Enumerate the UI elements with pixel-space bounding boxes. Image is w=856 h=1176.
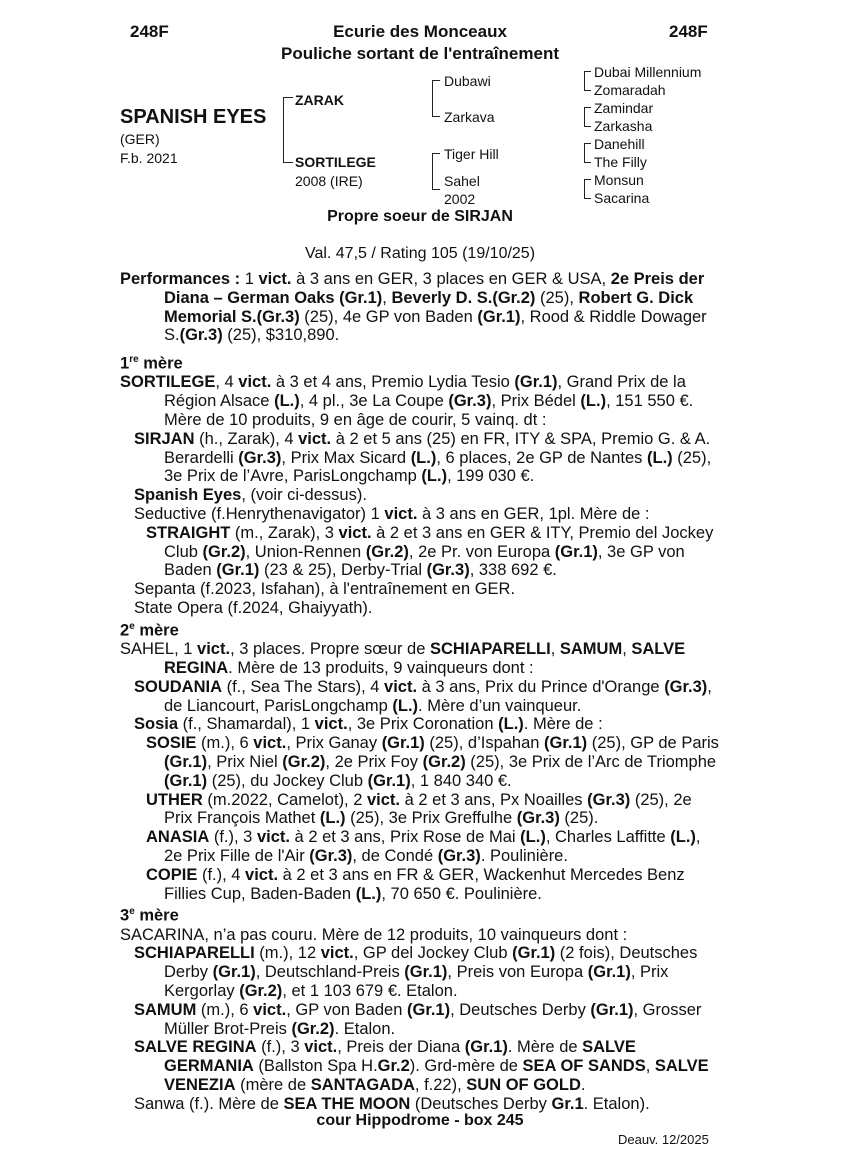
grandsire-1: Dubawi bbox=[444, 73, 491, 89]
first-dam-heading: 1re mère bbox=[120, 354, 183, 373]
great-grandparent-8: Sacarina bbox=[594, 190, 650, 206]
great-grandparent-5: Danehill bbox=[594, 136, 645, 152]
produce-seductive: Seductive (f.Henrythenavigator) 1 vict. à 3 ans en GER, 1pl. Mère de : bbox=[134, 505, 650, 524]
third-dam-heading: 3e mère bbox=[120, 906, 179, 925]
dam-name: SORTILEGE bbox=[295, 154, 376, 170]
great-grandparent-2: Zomaradah bbox=[594, 82, 666, 98]
great-grandparent-3: Zamindar bbox=[594, 100, 654, 116]
lot-number-left: 248F bbox=[130, 22, 169, 41]
box-location: cour Hippodrome - box 245 bbox=[316, 1112, 524, 1129]
produce-soudania: SOUDANIA (f., Sea The Stars), 4 vict. à 3 ans, Prix du Prince d'Orange (Gr.3), de Liancourt, ParisLongchamp (L.). Mère d’un vainqueur. bbox=[134, 677, 712, 715]
produce-sosie: SOSIE (m.), 6 vict., Prix Ganay (Gr.1) (25), d’Ispahan (Gr.1) (25), GP de Paris (Gr.1), Prix Niel (Gr.2), 2e Prix Foy (Gr.2) (25), 3e Prix de l’Arc de Triomphe (Gr.1) (25), du Jockey Club (Gr.1), 1 840 340 €. bbox=[146, 734, 719, 790]
great-grandparent-7: Monsun bbox=[594, 172, 644, 188]
first-dam: SORTILEGE, 4 vict. à 3 et 4 ans, Premio Lydia Tesio (Gr.1), Grand Prix de la Région Alsace (L.), 4 pl., 3e La Coupe (Gr.3), Prix Bédel (L.), 151 550 €. Mère de 10 produits, 9 en âge de courir, 5 vainq. dt : bbox=[120, 373, 694, 430]
subtitle: Pouliche sortant de l'entraînement bbox=[281, 44, 559, 63]
catalogue-body bbox=[120, 270, 722, 1114]
produce-state-opera: State Opera (f.2024, Ghaiyyath). bbox=[134, 599, 373, 618]
rating-line: Val. 47,5 / Rating 105 (19/10/25) bbox=[304, 245, 536, 262]
produce-uther: UTHER (m.2022, Camelot), 2 vict. à 2 et 3 ans, Px Noailles (Gr.3) (25), 2e Prix François Mathet (L.) (25), 3e Prix Greffulhe (Gr.3) (25). bbox=[146, 790, 692, 828]
produce-anasia: ANASIA (f.), 3 vict. à 2 et 3 ans, Prix Rose de Mai (L.), Charles Laffitte (L.), 2e Prix Fille de l'Air (Gr.3), de Condé (Gr.3). Poulinière. bbox=[146, 828, 701, 865]
great-grandparent-4: Zarkasha bbox=[594, 118, 653, 134]
great-grandparent-6: The Filly bbox=[594, 154, 647, 170]
produce-salve-regina: SALVE REGINA (f.), 3 vict., Preis der Diana (Gr.1). Mère de SALVE GERMANIA (Ballston Spa H.Gr.2). Grd-mère de SEA OF SANDS, SALVE VENEZIA (mère de SANTAGADA, f.22), SUN OF GOLD. bbox=[134, 1038, 709, 1094]
owner-name: Ecurie des Monceaux bbox=[333, 22, 507, 41]
produce-sepanta: Sepanta (f.2023, Isfahan), à l'entraînement en GER. bbox=[134, 580, 516, 599]
produce-sirjan: SIRJAN (h., Zarak), 4 vict. à 2 et 5 ans (25) en FR, ITY & SPA, Premio G. & A. Berardelli (Gr.3), Prix Max Sicard (L.), 6 places, 2e GP de Nantes (L.) (25), 3e Prix de l’Avre, ParisLongchamp (L.), 199 030 €. bbox=[134, 429, 712, 486]
second-dam: SAHEL, 1 vict., 3 places. Propre sœur de SCHIAPARELLI, SAMUM, SALVE REGINA. Mère de 13 produits, 9 vainqueurs dont : bbox=[120, 640, 686, 677]
horse-description: F.b. 2021 bbox=[120, 150, 178, 166]
produce-sosia: Sosia (f., Shamardal), 1 vict., 3e Prix Coronation (L.). Mère de : bbox=[134, 715, 603, 734]
sale-reference: Deauv. 12/2025 bbox=[618, 1132, 709, 1147]
produce-straight: STRAIGHT (m., Zarak), 3 vict. à 2 et 3 ans en GER & ITY, Premio del Jockey Club (Gr.2), Union-Rennen (Gr.2), 2e Pr. von Europa (Gr.1), 3e GP von Baden (Gr.1) (23 & 25), Derby-Trial (Gr.3), 338 692 €. bbox=[146, 523, 714, 580]
lot-number-right: 248F bbox=[669, 22, 708, 41]
produce-samum: SAMUM (m.), 6 vict., GP von Baden (Gr.1), Deutsches Derby (Gr.1), Grosser Müller Brot-Preis (Gr.2). Etalon. bbox=[134, 1000, 702, 1038]
sister-line: Propre soeur de SIRJAN bbox=[327, 208, 513, 225]
produce-sanwa: Sanwa (f.). Mère de SEA THE MOON (Deutsches Derby Gr.1. Etalon). bbox=[134, 1094, 650, 1113]
granddam-1: Zarkava bbox=[444, 109, 495, 125]
performances: Performances : 1 vict. à 3 ans en GER, 3 places en GER & USA, 2e Preis der Diana – German Oaks (Gr.1), Beverly D. S.(Gr.2) (25), Robert G. Dick Memorial S.(Gr.3) (25), 4e GP von Baden (Gr.1), Rood & Riddle Dowager S.(Gr.3) (25), $310,890. bbox=[120, 270, 707, 345]
horse-country: (GER) bbox=[120, 131, 160, 147]
great-grandparent-1: Dubai Millennium bbox=[594, 64, 702, 80]
sire-name: ZARAK bbox=[295, 92, 344, 108]
produce-spanish-eyes: Spanish Eyes, (voir ci-dessus). bbox=[134, 486, 367, 505]
produce-schiaparelli: SCHIAPARELLI (m.), 12 vict., GP del Jockey Club (Gr.1) (2 fois), Deutsches Derby (Gr.1), Deutschland-Preis (Gr.1), Preis von Europa (Gr.1), Prix Kergorlay (Gr.2), et 1 103 679 €. Etalon. bbox=[134, 944, 698, 1000]
horse-name: SPANISH EYES bbox=[120, 106, 267, 128]
granddam-2: Sahel bbox=[444, 173, 480, 189]
second-dam-heading: 2e mère bbox=[120, 620, 179, 640]
third-dam: SACARINA, n’a pas couru. Mère de 12 produits, 10 vainqueurs dont : bbox=[120, 925, 628, 944]
granddam-2-year: 2002 bbox=[444, 191, 476, 207]
grandsire-2: Tiger Hill bbox=[444, 146, 499, 162]
produce-copie: COPIE (f.), 4 vict. à 2 et 3 ans en FR & GER, Wackenhut Mercedes Benz Fillies Cup, Baden-Baden (L.), 70 650 €. Poulinière. bbox=[146, 865, 685, 903]
dam-year: 2008 (IRE) bbox=[295, 173, 363, 189]
